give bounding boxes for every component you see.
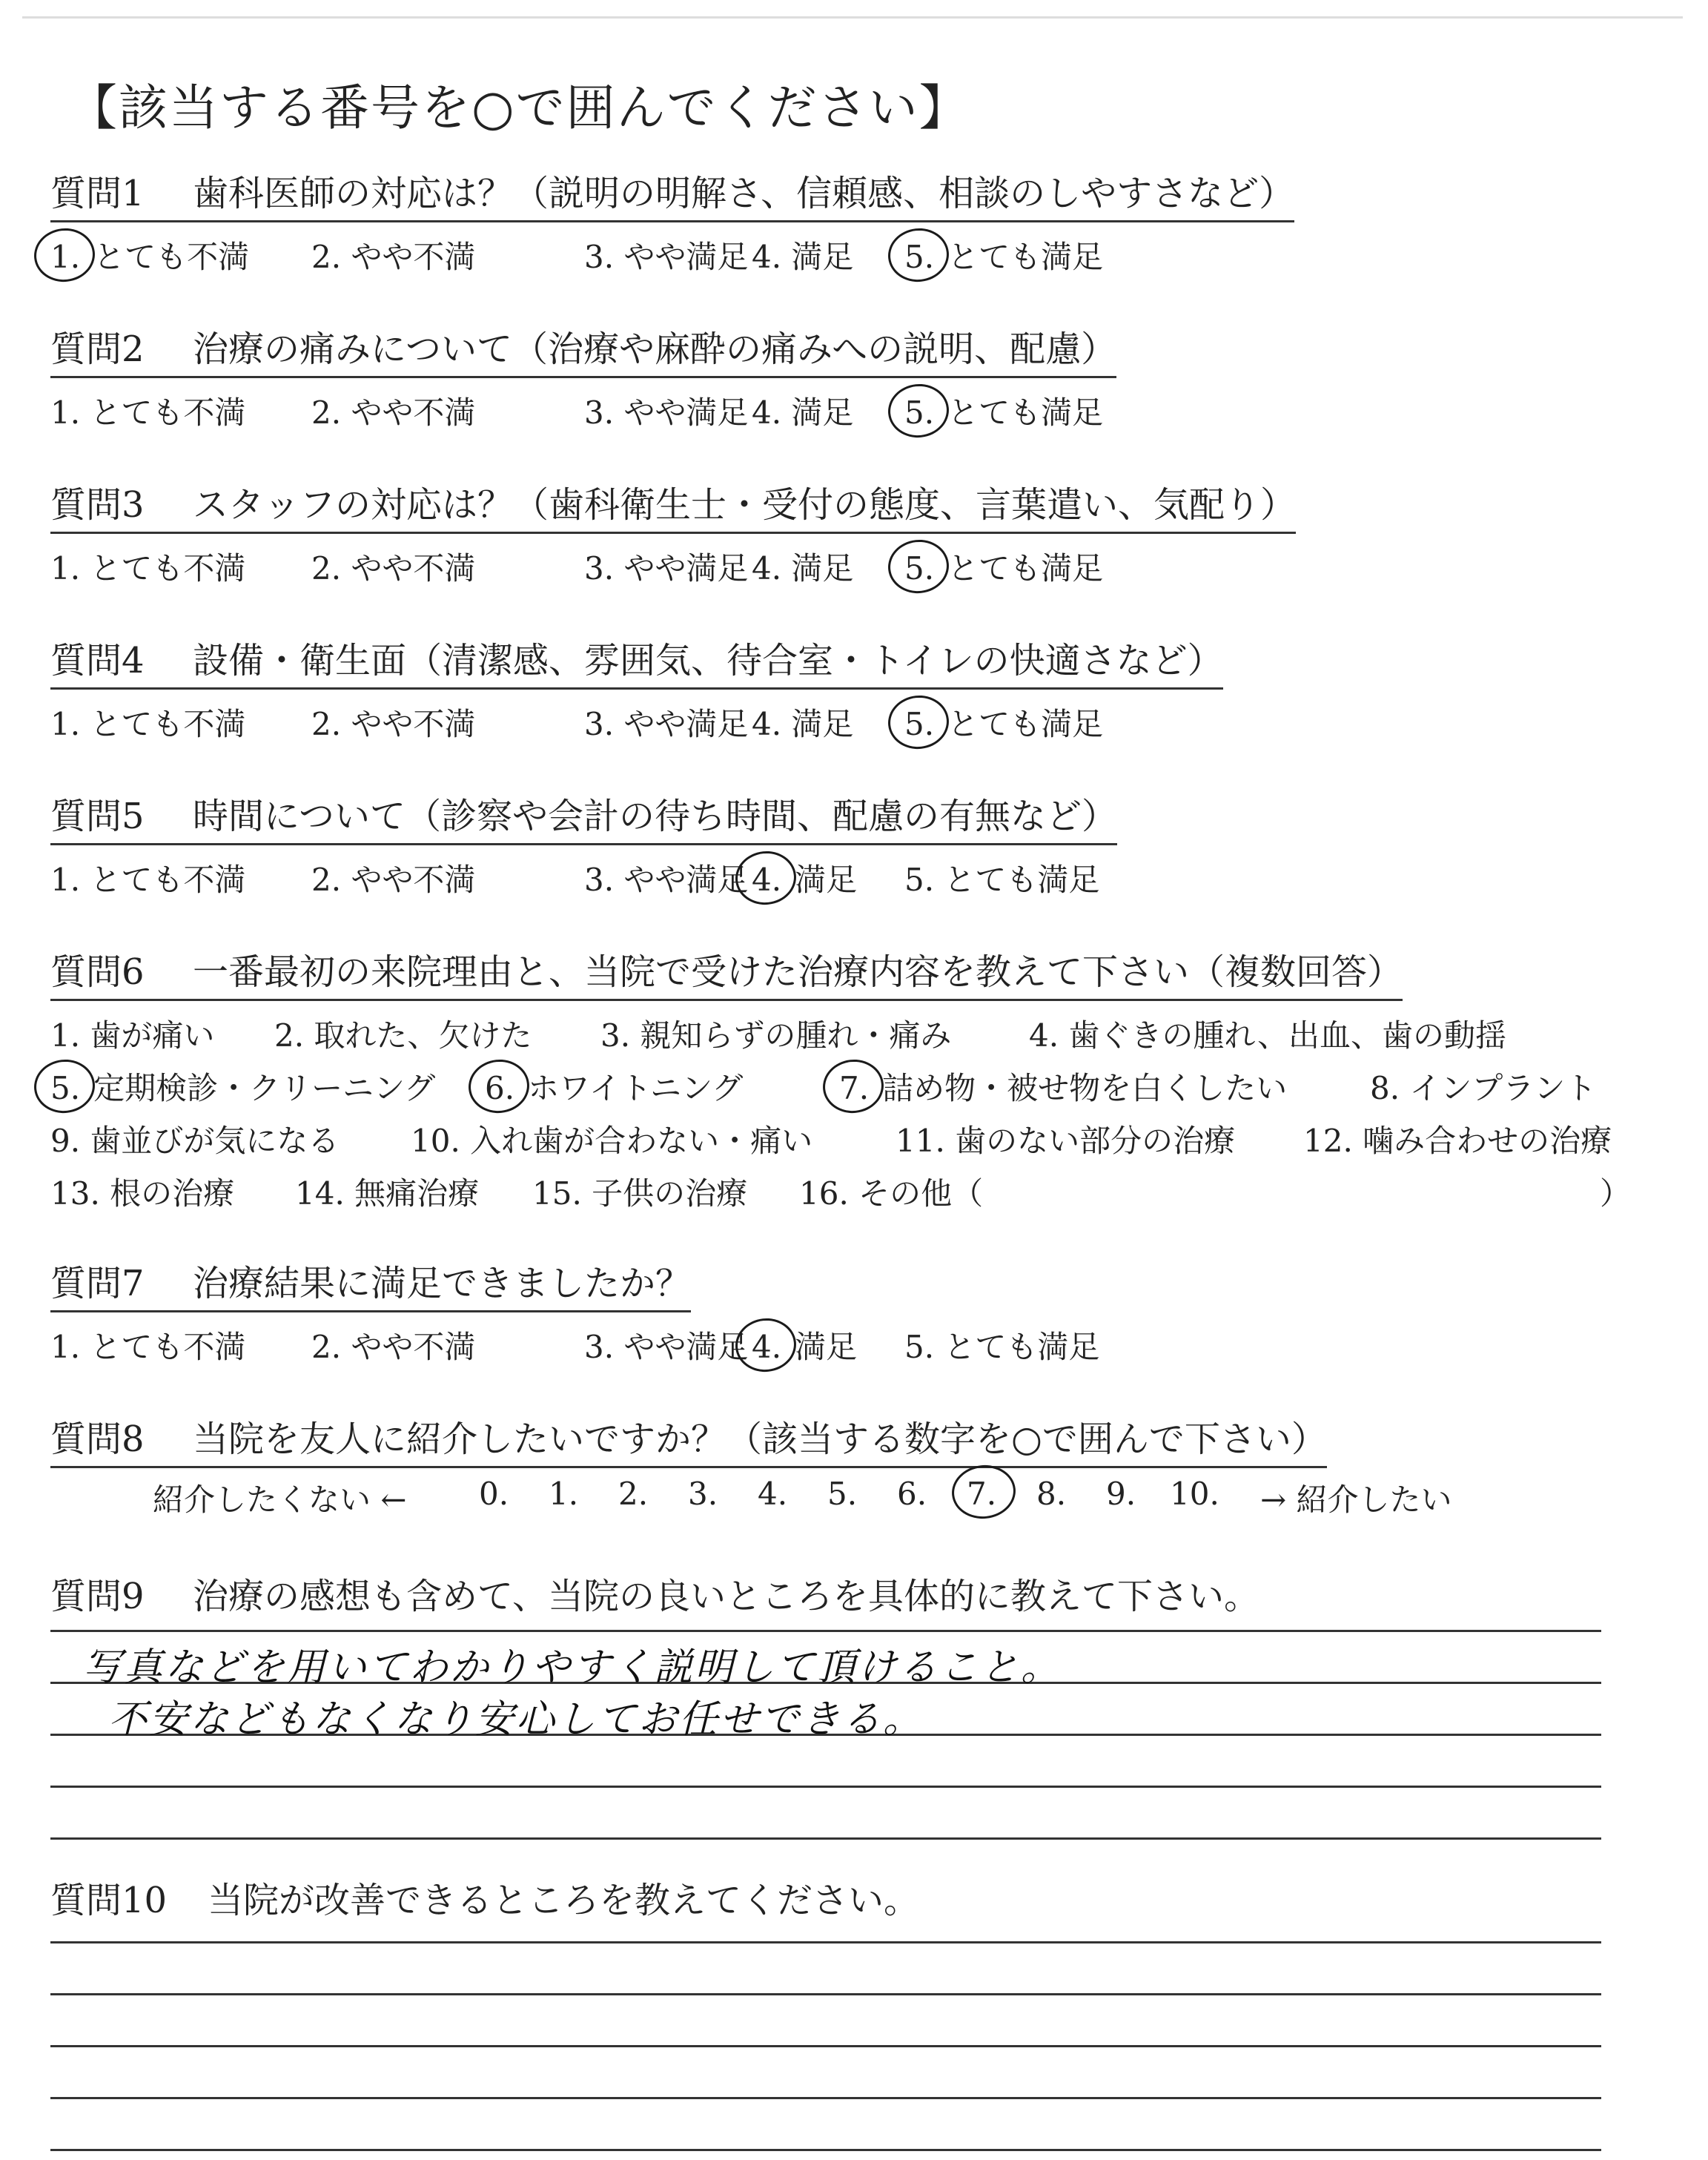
option-5[interactable]: 5. とても満足 — [904, 862, 1100, 898]
option-2[interactable]: 2. やや不満 — [311, 394, 476, 431]
question-text: 治療結果に満足できましたか？ — [193, 1263, 692, 1304]
option-label: とても満足 — [947, 239, 1104, 275]
option-3[interactable]: 3. やや満足 — [584, 706, 749, 742]
selected-number-circle: 7. — [839, 1070, 870, 1106]
question-10-heading — [50, 1872, 919, 1927]
rating-options — [50, 700, 1223, 747]
rating-options — [50, 544, 1296, 592]
option-5[interactable] — [904, 233, 1103, 277]
option-5[interactable] — [904, 700, 1103, 744]
selected-number-circle: 4. — [752, 862, 782, 898]
selected-number-circle: 5. — [904, 550, 935, 587]
question-number: 質問1 — [50, 173, 145, 214]
option-label: 満足 — [795, 1329, 858, 1365]
rating-options — [50, 389, 1116, 436]
question-number: 質問10 — [50, 1880, 168, 1921]
option-1[interactable]: 1. とても不満 — [50, 706, 246, 742]
question-5 — [50, 787, 1117, 903]
option-2[interactable]: 2. やや不満 — [311, 550, 476, 587]
scale-0[interactable]: 0. — [479, 1476, 509, 1512]
selected-number-circle: 4. — [752, 1329, 782, 1365]
option-2[interactable]: 2. やや不満 — [311, 706, 476, 742]
option-7[interactable] — [839, 1064, 1287, 1109]
option-4[interactable]: 4. 満足 — [752, 239, 854, 275]
option-8[interactable]: 8. インプラント — [1370, 1070, 1597, 1106]
scale-2[interactable]: 2. — [618, 1476, 649, 1512]
scan-edge-line — [22, 16, 1683, 19]
option-5[interactable] — [50, 1064, 435, 1109]
scale-6[interactable]: 6. — [897, 1476, 927, 1512]
option-16-close-paren: ） — [1600, 1175, 1632, 1212]
question-6-heading — [50, 943, 1403, 1001]
question-3-heading — [50, 476, 1296, 534]
option-1[interactable]: 1. とても不満 — [50, 550, 246, 587]
option-4[interactable] — [752, 1323, 857, 1367]
option-3[interactable]: 3. やや満足 — [584, 550, 749, 587]
options-row-2 — [50, 1064, 1597, 1117]
option-label: 満足 — [795, 862, 858, 898]
option-label: とても満足 — [947, 706, 1104, 742]
option-3[interactable]: 3. やや満足 — [584, 394, 749, 431]
question-number: 質問8 — [50, 1418, 145, 1460]
selected-number-circle: 5. — [904, 239, 935, 275]
answer-line — [50, 1786, 1601, 1788]
selected-number-circle: 5. — [50, 1070, 81, 1106]
question-number: 質問5 — [50, 796, 145, 837]
question-8-heading — [50, 1410, 1327, 1468]
question-5-heading — [50, 787, 1117, 845]
answer-line — [50, 2097, 1601, 2099]
instruction-heading: 【該当する番号を○で囲んでください】 — [68, 79, 970, 136]
question-4-heading — [50, 632, 1223, 690]
option-13[interactable]: 13. 根の治療 — [50, 1175, 235, 1212]
scale-5[interactable]: 5. — [827, 1476, 858, 1512]
option-6[interactable] — [485, 1064, 743, 1109]
recommend-scale — [50, 1476, 1452, 1523]
option-9[interactable]: 9. 歯並びが気になる — [50, 1123, 340, 1159]
question-number: 質問3 — [50, 484, 145, 526]
handwritten-answer-line-1: 写真などを用いてわかりやすく説明して頂けること。 — [83, 1645, 1062, 1690]
question-number: 質問9 — [50, 1576, 145, 1617]
option-5[interactable] — [904, 389, 1103, 433]
option-1[interactable]: 1. とても不満 — [50, 394, 246, 431]
question-6 — [50, 943, 1632, 1222]
question-1 — [50, 165, 1294, 280]
option-4[interactable]: 4. 満足 — [752, 394, 854, 431]
option-label: とても満足 — [947, 550, 1104, 587]
option-label: 詰め物・被せ物を白くしたい — [882, 1070, 1288, 1106]
selected-number-circle: 1. — [50, 239, 81, 275]
option-3[interactable]: 3. 親知らずの腫れ・痛み — [600, 1017, 952, 1054]
option-2[interactable]: 2. 取れた、欠けた — [274, 1017, 532, 1054]
option-4[interactable]: 4. 歯ぐきの腫れ、出血、歯の動揺 — [1029, 1017, 1506, 1054]
options-row-4 — [50, 1169, 1632, 1222]
option-12[interactable]: 12. 噛み合わせの治療 — [1303, 1123, 1612, 1159]
selected-number-circle: 5. — [904, 706, 935, 742]
question-text: 一番最初の来院理由と、当院で受けた治療内容を教えて下さい（複数回答） — [193, 951, 1403, 993]
option-4[interactable]: 4. 満足 — [752, 706, 854, 742]
scale-8[interactable]: 8. — [1036, 1476, 1067, 1512]
option-4[interactable]: 4. 満足 — [752, 550, 854, 587]
answer-line — [50, 2149, 1601, 2151]
option-2[interactable]: 2. やや不満 — [311, 862, 476, 898]
question-1-heading — [50, 165, 1294, 222]
question-4 — [50, 632, 1223, 747]
option-1[interactable]: 1. とても不満 — [50, 1329, 246, 1365]
options-row-3 — [50, 1117, 1612, 1169]
option-2[interactable]: 2. やや不満 — [311, 1329, 476, 1365]
question-2 — [50, 320, 1116, 436]
option-3[interactable]: 3. やや満足 — [584, 862, 749, 898]
question-7 — [50, 1255, 1100, 1370]
scale-1[interactable]: 1. — [549, 1476, 579, 1512]
answer-line — [50, 1837, 1601, 1840]
question-9-heading — [50, 1568, 1260, 1623]
option-4[interactable] — [752, 856, 857, 900]
option-11[interactable]: 11. 歯のない部分の治療 — [896, 1123, 1236, 1159]
question-text: 歯科医師の対応は？（説明の明解さ、信頼感、相談のしやすさなど） — [193, 173, 1295, 214]
reason-options — [50, 1011, 1632, 1222]
scale-7[interactable]: 7. — [967, 1476, 997, 1512]
scale-left-label: 紹介したくない ← — [153, 1482, 407, 1518]
rating-options — [50, 856, 1117, 903]
option-1[interactable]: 1. とても不満 — [50, 862, 246, 898]
option-1[interactable] — [50, 233, 249, 277]
question-8 — [50, 1410, 1452, 1523]
question-2-heading — [50, 320, 1116, 378]
question-9 — [50, 1568, 1260, 1623]
option-5[interactable]: 5. とても満足 — [904, 1329, 1100, 1365]
question-7-heading — [50, 1255, 691, 1312]
option-label: とても満足 — [947, 394, 1104, 431]
selected-number-circle: 5. — [904, 394, 935, 431]
question-10 — [50, 1872, 919, 1927]
option-2[interactable]: 2. やや不満 — [311, 239, 476, 275]
question-number: 質問6 — [50, 951, 145, 993]
option-14[interactable]: 14. 無痛治療 — [295, 1175, 480, 1212]
handwritten-answer-line-2: 不安などもなくなり安心してお任せできる。 — [108, 1697, 924, 1742]
answer-line — [50, 1993, 1601, 1995]
answer-line — [50, 1941, 1601, 1943]
question-number: 質問7 — [50, 1263, 145, 1304]
options-row-1 — [50, 1011, 1506, 1064]
option-5[interactable] — [904, 544, 1103, 589]
option-1[interactable]: 1. 歯が痛い — [50, 1017, 215, 1054]
option-label: 定期検診・クリーニング — [93, 1070, 436, 1106]
option-15[interactable]: 15. 子供の治療 — [532, 1175, 748, 1212]
option-10[interactable]: 10. 入れ歯が合わない・痛い — [411, 1123, 813, 1159]
scale-10[interactable]: 10. — [1170, 1476, 1219, 1512]
question-text: 時間について（診察や会計の待ち時間、配慮の有無など） — [193, 796, 1118, 837]
question-number: 質問4 — [50, 640, 145, 681]
option-16[interactable]: 16. その他（ — [799, 1175, 984, 1212]
scale-3[interactable]: 3. — [688, 1476, 718, 1512]
selected-number-circle: 6. — [485, 1070, 515, 1106]
question-number: 質問2 — [50, 328, 145, 370]
question-text: 治療の感想も含めて、当院の良いところを具体的に教えて下さい。 — [193, 1576, 1260, 1617]
option-3[interactable]: 3. やや満足 — [584, 1329, 749, 1365]
question-text: 当院が改善できるところを教えてください。 — [208, 1880, 920, 1921]
answer-line — [50, 1630, 1601, 1632]
question-text: 当院を友人に紹介したいですか？（該当する数字を○で囲んで下さい） — [193, 1418, 1327, 1460]
rating-options — [50, 1323, 1100, 1370]
question-text: 治療の痛みについて（治療や麻酔の痛みへの説明、配慮） — [193, 328, 1117, 370]
scale-right-label: → 紹介したい — [1260, 1482, 1452, 1518]
answer-line — [50, 2045, 1601, 2047]
question-text: 設備・衛生面（清潔感、雰囲気、待合室・トイレの快適さなど） — [193, 640, 1223, 681]
option-label: ホワイトニング — [528, 1070, 744, 1106]
option-label: とても不満 — [93, 239, 250, 275]
option-3[interactable]: 3. やや満足 — [584, 239, 749, 275]
scale-4[interactable]: 4. — [758, 1476, 788, 1512]
rating-options — [50, 233, 1294, 280]
question-3 — [50, 476, 1296, 592]
question-text: スタッフの対応は？（歯科衛生士・受付の態度、言葉遣い、気配り） — [193, 484, 1297, 526]
scale-9[interactable]: 9. — [1106, 1476, 1136, 1512]
